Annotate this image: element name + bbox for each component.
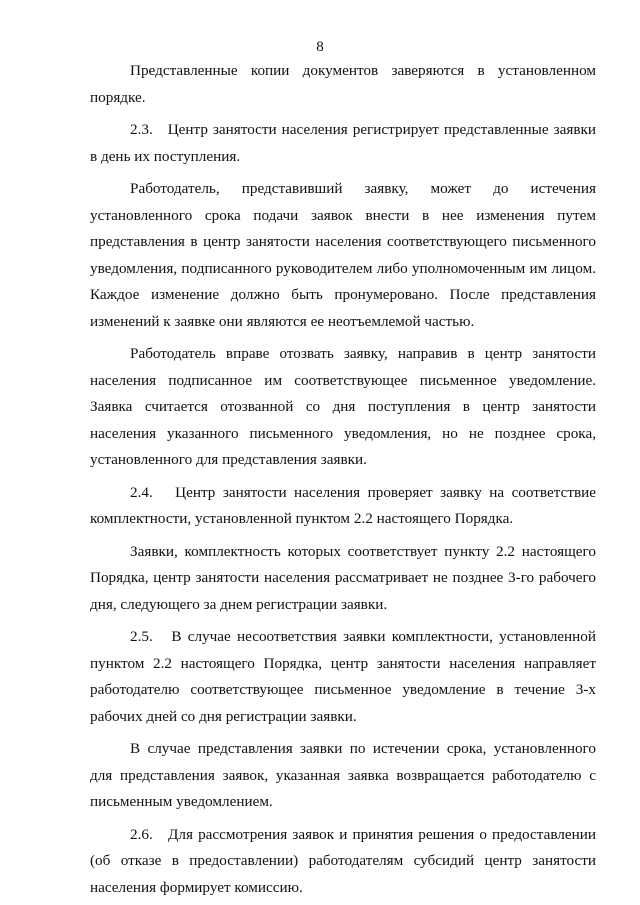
paragraph-2-6-commission: 2.6. Для рассмотрения заявок и принятия решения о предоставлении (об отказе в предоставлении) работодателям субсидий центр занятости населения формирует комиссию. <box>90 825 596 896</box>
paragraph-employer-changes: Работодатель, представивший заявку, может до истечения установленного срока подачи заявок внести в нее изменения путем представления в центр занятости населения соответствующего письменного уведомления, подписанного руководителем либо уполномоченным им лицом. Каждое изменение должно быть пронумеровано. После представления изменений к заявке они являются ее неотъемлемой частью. <box>90 180 596 330</box>
paragraph-documents-certification: Представленные копии документов заверяются в установленном порядке. <box>90 62 596 106</box>
paragraph-review-deadline: Заявки, комплектность которых соответствует пункту 2.2 настоящего Порядка, центр занятости населения рассматривает не позднее 3-го рабочего дня, следующего за днем регистрации заявки. <box>90 542 596 613</box>
paragraph-2-3-registration: 2.3. Центр занятости населения регистрирует представленные заявки в день их поступления. <box>90 121 596 165</box>
document-body <box>90 58 596 901</box>
paragraph-2-4-completeness-check: 2.4. Центр занятости населения проверяет заявку на соответствие комплектности, установленной пунктом 2.2 настоящего Порядка. <box>90 483 596 527</box>
paragraph-employer-withdrawal: Работодатель вправе отозвать заявку, направив в центр занятости населения подписанное им соответствующее письменное уведомление. Заявка считается отозванной со дня поступления в центр занятости населения указанного письменного уведомления, но не позднее срока, установленного для представления заявки. <box>90 345 596 468</box>
paragraph-late-submission: В случае представления заявки по истечении срока, установленного для представления заявок, указанная заявка возвращается работодателю с письменным уведомлением. <box>90 740 596 810</box>
page-number: 8 <box>316 39 324 55</box>
paragraph-2-5-nonconformity: 2.5. В случае несоответствия заявки комплектности, установленной пунктом 2.2 настоящего Порядка, центр занятости населения направляет работодателю соответствующее письменное уведомление в течение 3-х рабочих дней со дня регистрации заявки. <box>90 628 596 725</box>
